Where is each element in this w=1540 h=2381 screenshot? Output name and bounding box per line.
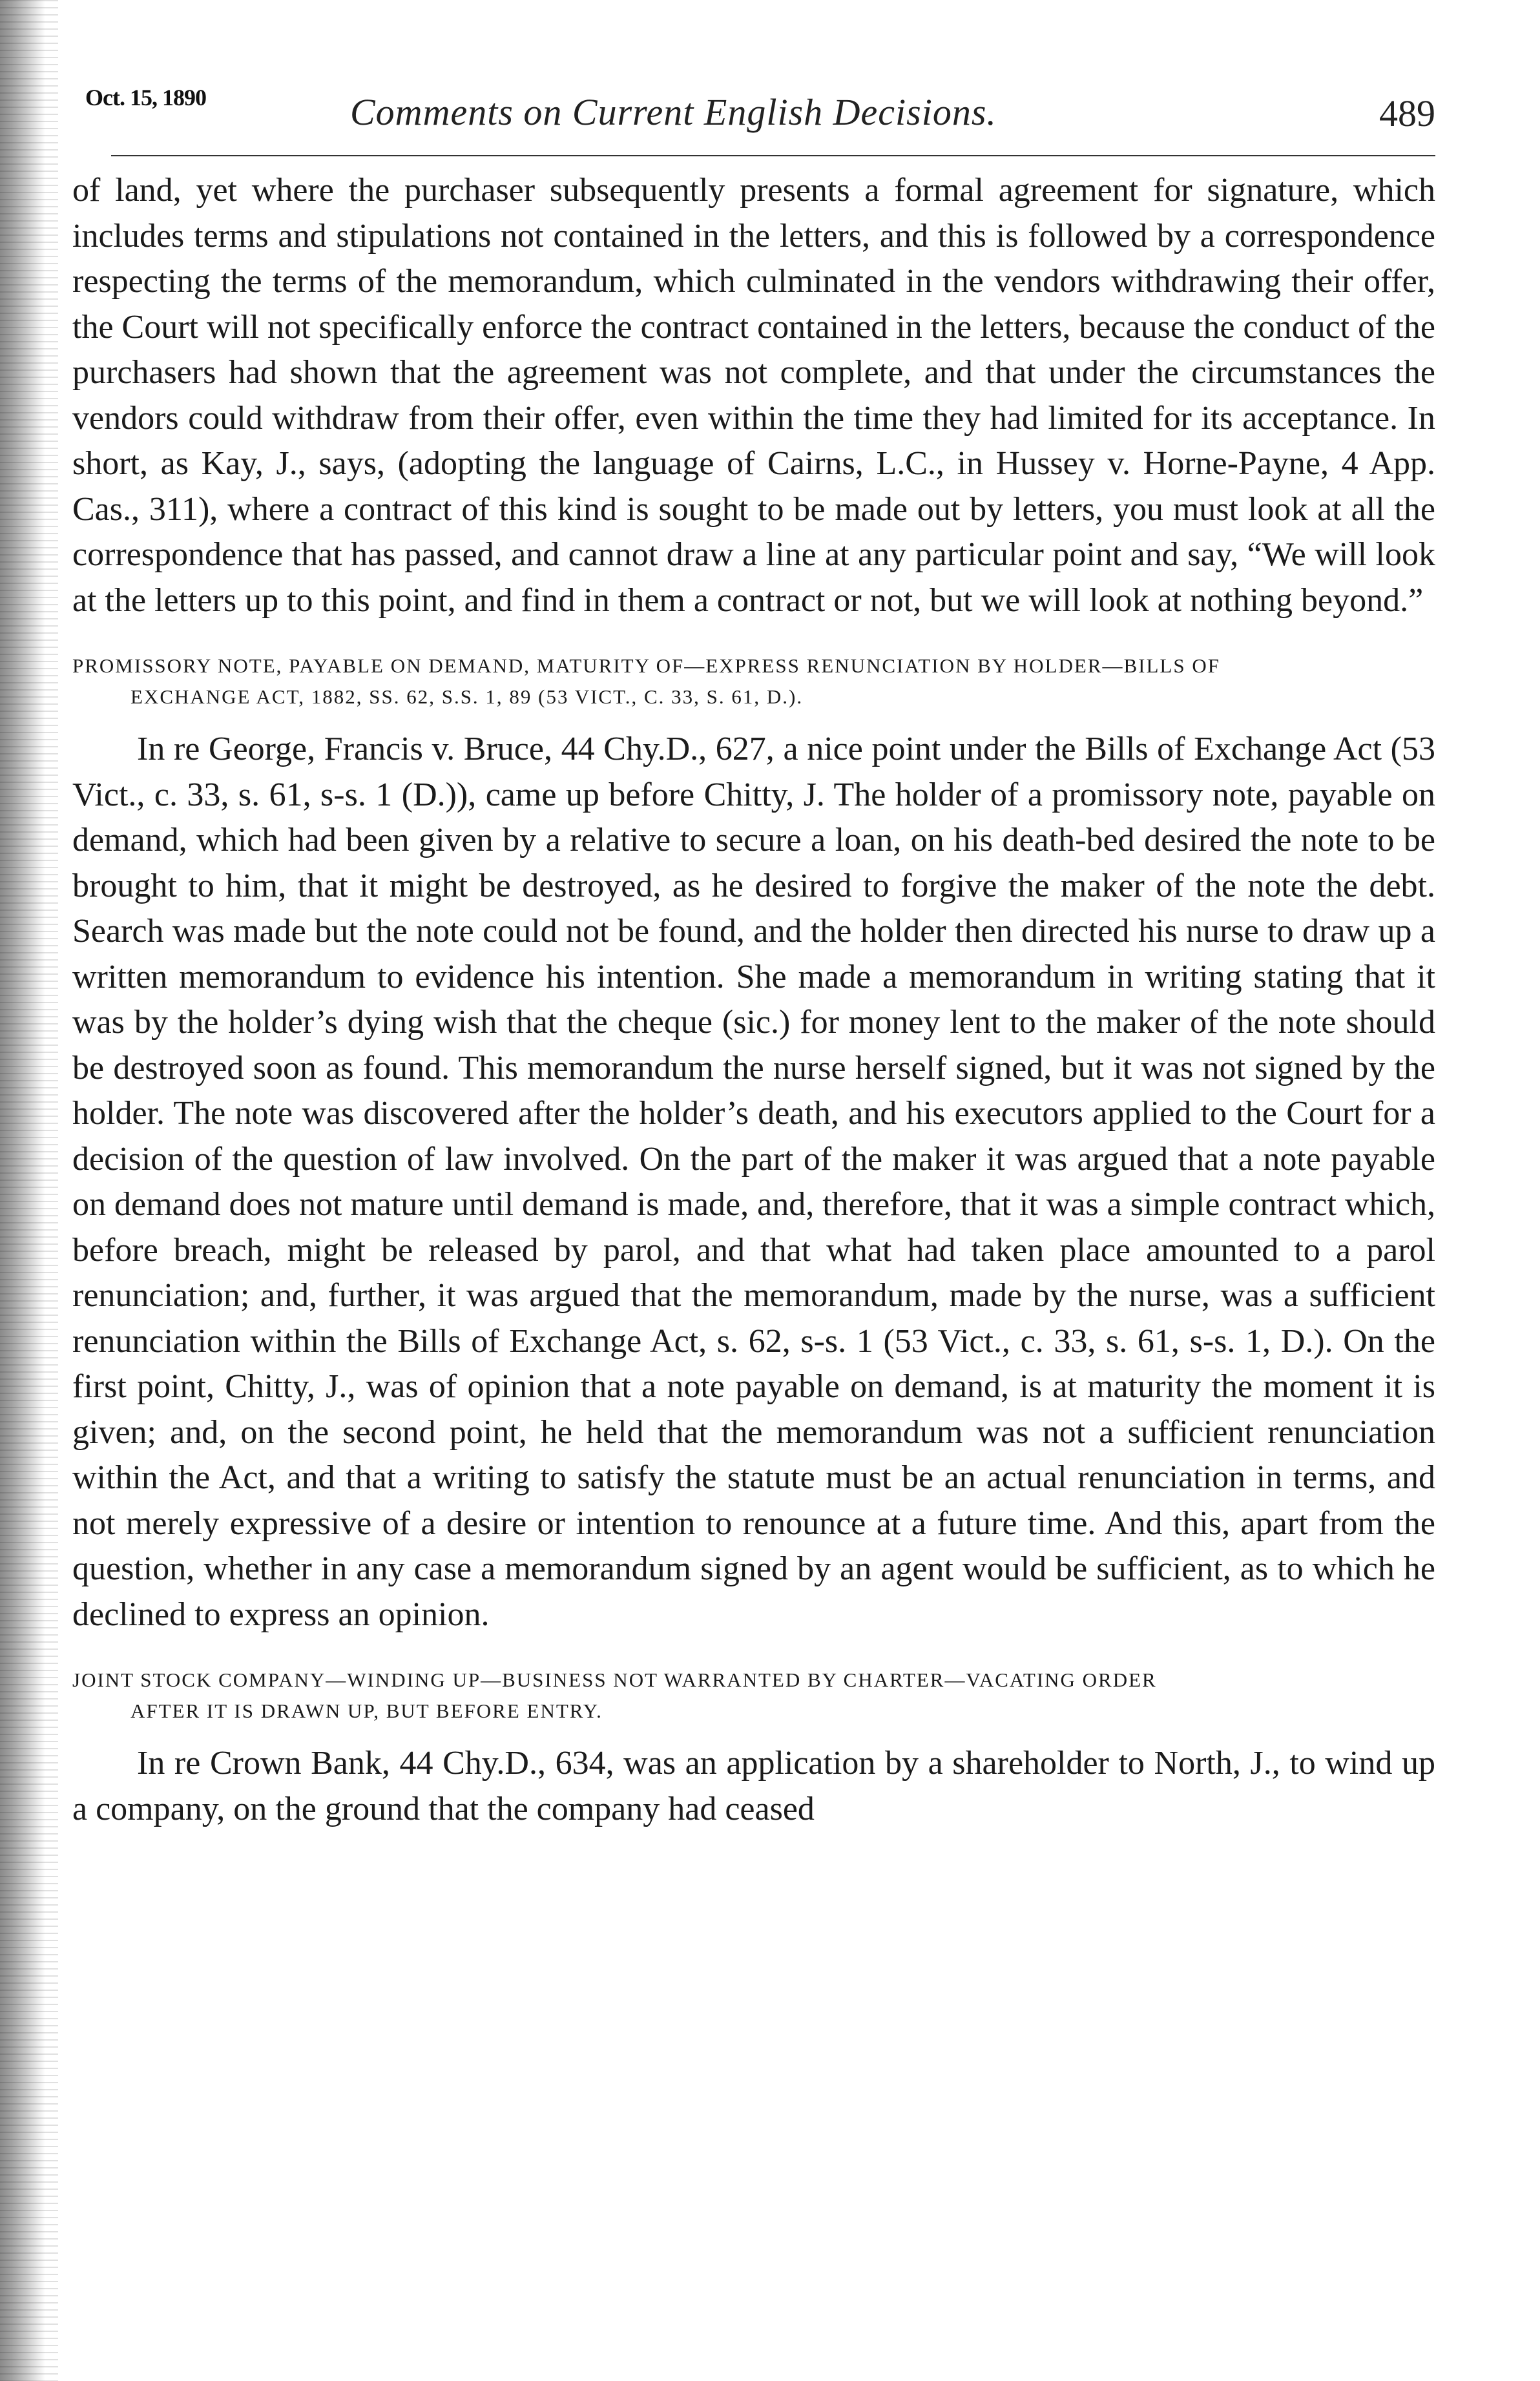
page-number: 489 (1379, 92, 1435, 134)
page-body (72, 168, 1435, 1832)
section-headnote-promissory-note (72, 650, 1435, 712)
headnote-line: AFTER IT IS DRAWN UP, BUT BEFORE ENTRY. (130, 1700, 603, 1722)
paragraph-in-re-george: In re George, Francis v. Bruce, 44 Chy.D., 627, a nice point under the Bills of Exchange Act (53 Vict., c. 33, s. 61, s-s. 1 (D.)), came up before Chitty, J. The holder of a promissory note, payable on demand, which had been given by a relative to secure a loan, on his death-bed desired the note to be brought to him, that it might be destroyed, as he desired to forgive the maker of the note the debt. Search was made but the note could not be found, and the holder then directed his nurse to draw up a written memorandum to evidence his intention. She made a memorandum in writing stating that it was by the holder’s dying wish that the cheque (sic.) for money lent to the maker of the note should be destroyed soon as found. This memorandum the nurse herself signed, but it was not signed by the holder. The note was discovered after the holder’s death, and his executors applied to the Court for a decision of the question of law involved. On the part of the maker it was argued that a note payable on demand does not mature until demand is made, and, therefore, that it was a simple contract which, before breach, might be released by parol, and that what had taken place amounted to a parol renunciation; and, further, it was argued that the memorandum, made by the nurse, was a sufficient renunciation within the Bills of Exchange Act, s. 62, s-s. 1 (53 Vict., c. 33, s. 61, s-s. 1, D.). On the first point, Chitty, J., was of opinion that a note payable on demand, is at maturity the moment it is given; and, on the second point, he held that the memorandum was not a sufficient renunciation within the Act, and that a writing to satisfy the statute must be an actual renunciation in terms, and not merely expressive of a desire or intention to renounce at a future time. And this, apart from the question, whether in any case a memorandum signed by an agent would be sufficient, as to which he declined to express an opinion. (72, 731, 1435, 1633)
headnote-line: PROMISSORY NOTE, PAYABLE ON DEMAND, MATURITY OF—EXPRESS RENUNCIATION BY HOLDER—BILLS OF (72, 654, 1220, 677)
paragraph-in-re-crown-bank: In re Crown Bank, 44 Chy.D., 634, was an application by a shareholder to North, J., to wind up a company, on the ground that the company had ceased (72, 1745, 1435, 1827)
binding-shadow (0, 0, 58, 2381)
page-header (72, 84, 1435, 136)
headnote-line: JOINT STOCK COMPANY—WINDING UP—BUSINESS NOT WARRANTED BY CHARTER—VACATING ORDER (72, 1669, 1157, 1691)
header-rule (111, 155, 1435, 156)
page-content (72, 84, 1435, 1827)
section-headnote-joint-stock (72, 1665, 1435, 1727)
paragraph-continued: of land, yet where the purchaser subsequently presents a formal agreement for signature, which includes terms and stipulations not contained in the letters, and this is followed by a correspondence respecting the terms of the memorandum, which culminated in the vendors withdrawing their offer, the Court will not specifically enforce the contract contained in the letters, because the conduct of the purchasers had shown that the agreement was not complete, and that under the circumstances the vendors could withdraw from their offer, even within the time they had limited for its acceptance. In short, as Kay, J., says, (adopting the language of Cairns, L.C., in Hussey v. Horne-Payne, 4 App. Cas., 311), where a contract of this kind is sought to be made out by letters, you must look at all the correspondence that has passed, and cannot draw a line at any particular point and say, “We will look at the letters up to this point, and find in them a contract or not, but we will look at nothing beyond.” (72, 172, 1435, 619)
headnote-line: EXCHANGE ACT, 1882, SS. 62, S.S. 1, 89 (53 VICT., C. 33, S. 61, D.). (130, 685, 804, 708)
date-stamp: Oct. 15, 1890 (85, 85, 206, 110)
running-title: Comments on Current English Decisions. (350, 91, 997, 133)
